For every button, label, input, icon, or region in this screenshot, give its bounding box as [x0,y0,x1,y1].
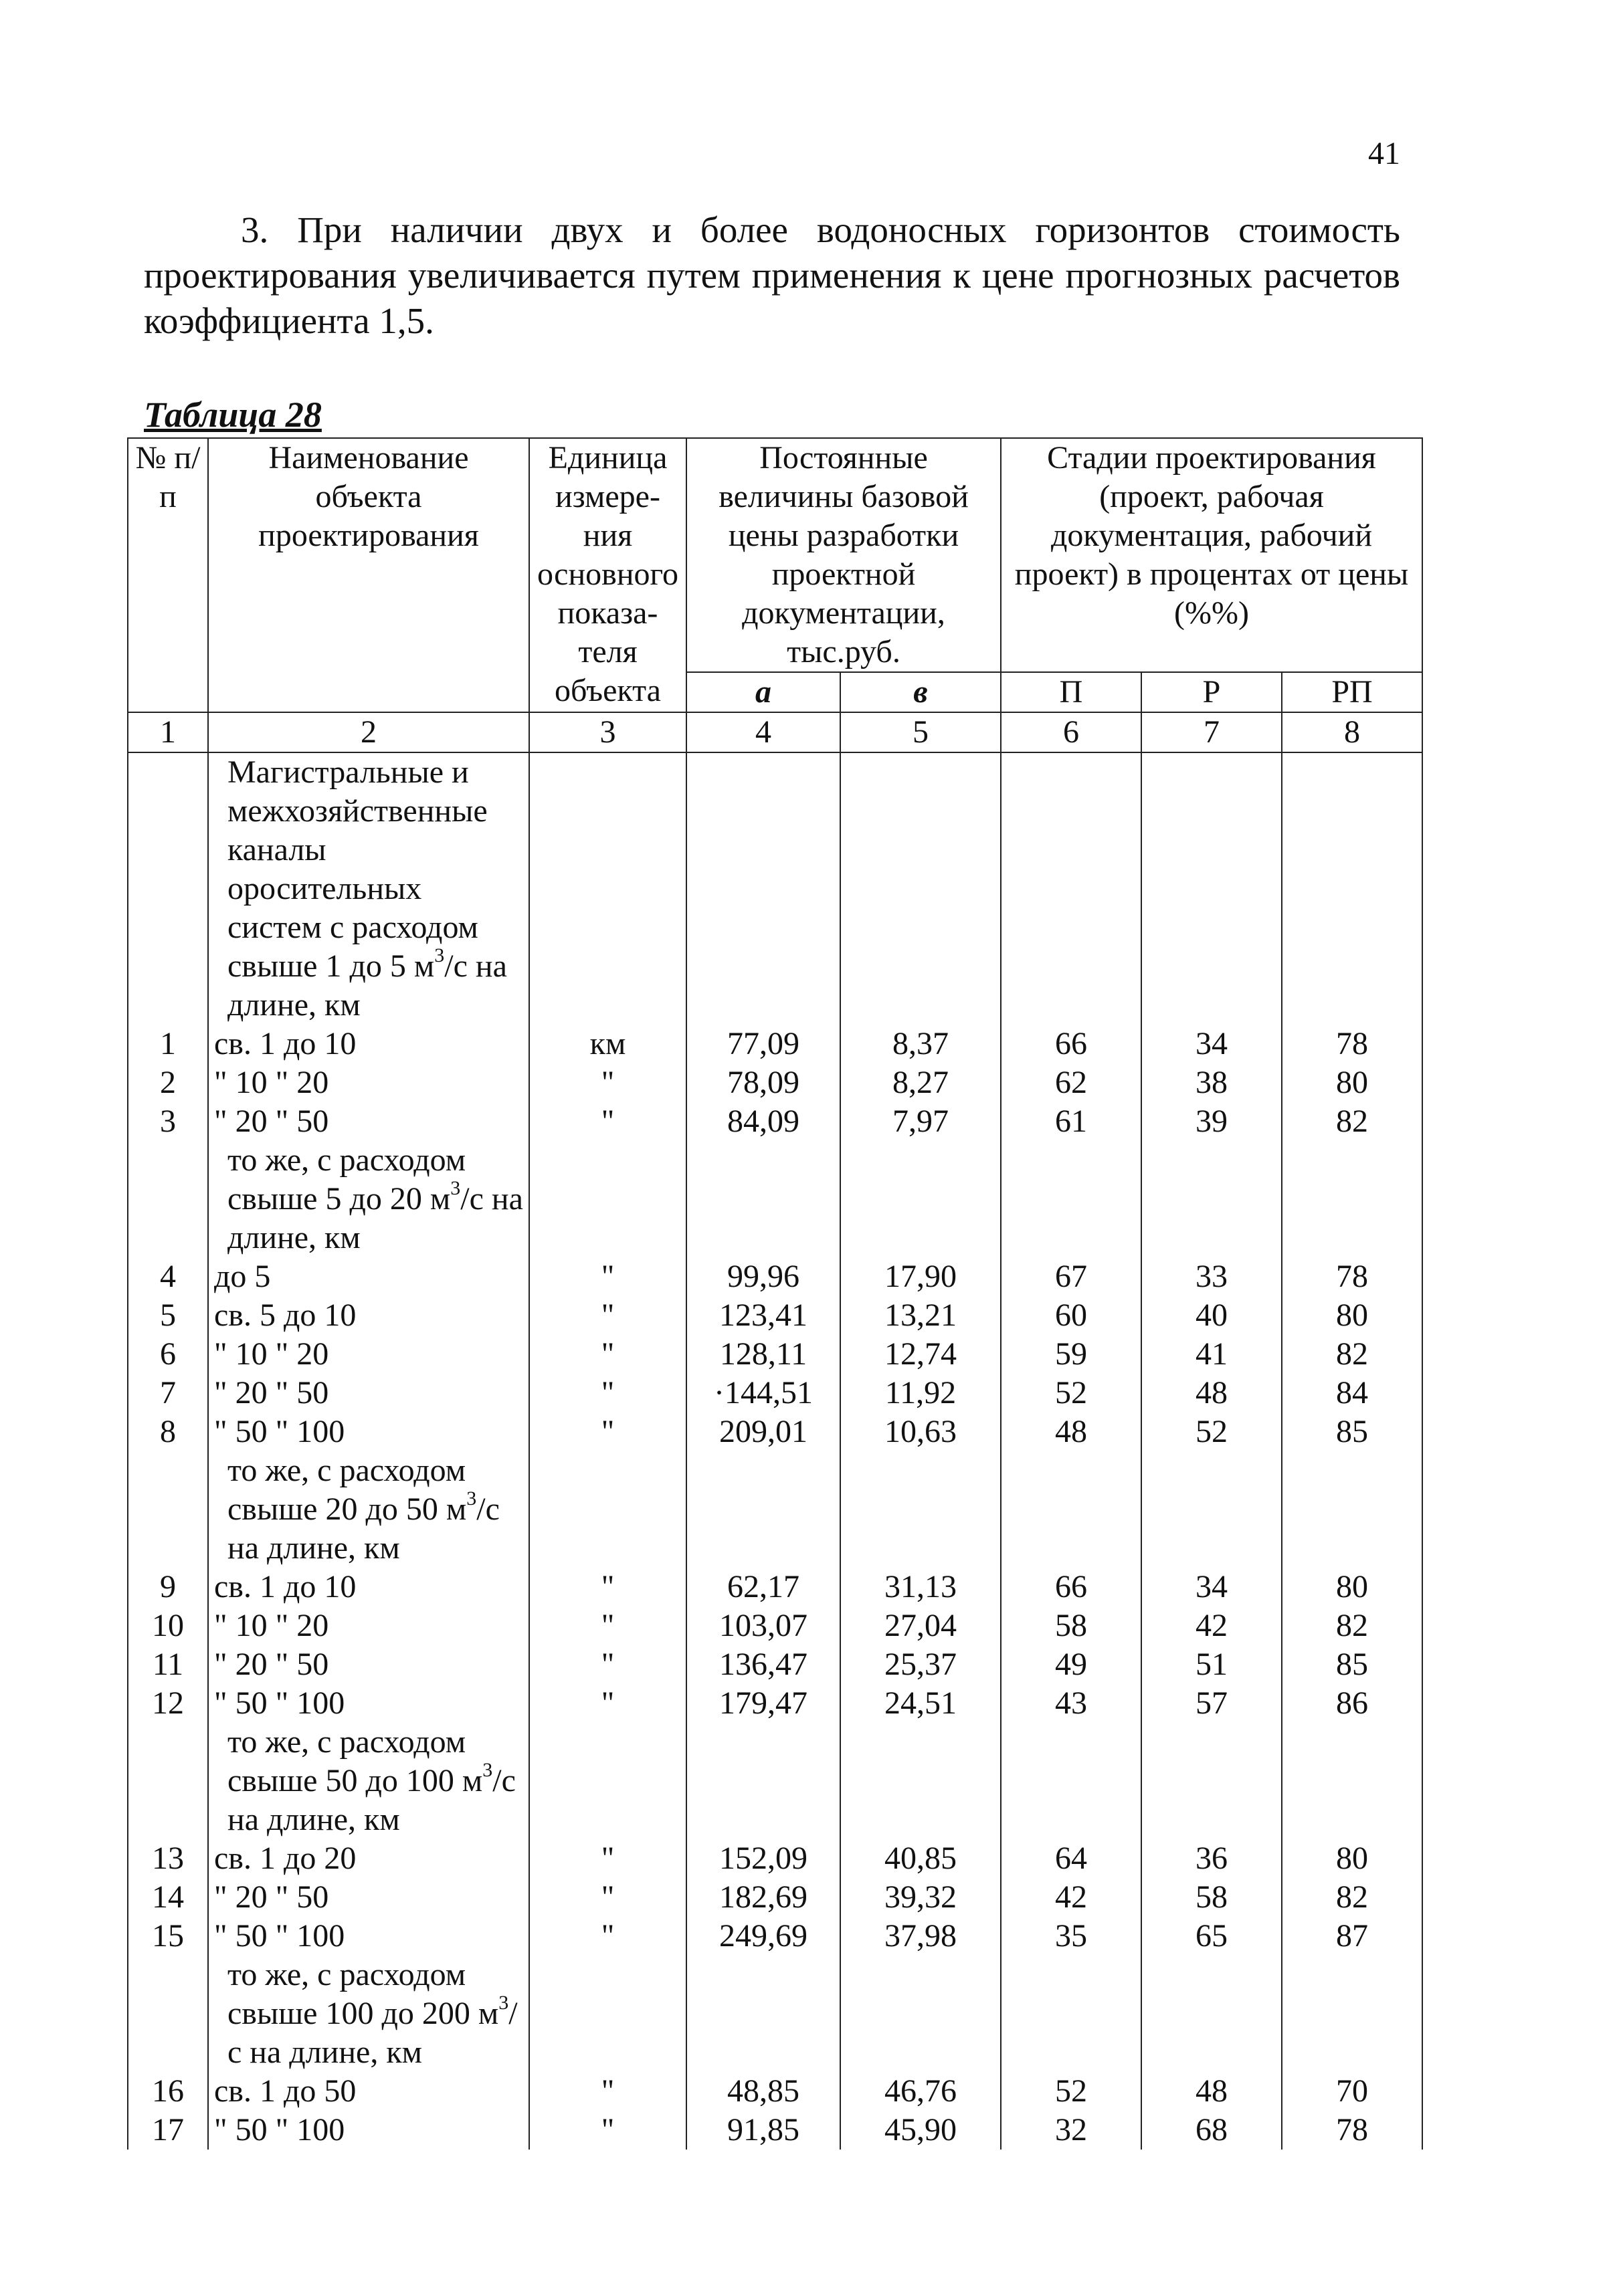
row-percent-r: 48 [1141,2072,1282,2111]
row-value-b: 31,13 [840,1568,1001,1606]
row-value-a: 91,85 [686,2111,840,2150]
row-percent-r: 52 [1141,1413,1282,1451]
row-unit: " [529,1296,686,1335]
row-percent-rp: 80 [1282,1063,1422,1102]
row-percent-r: 38 [1141,1063,1282,1102]
row-value-b: 7,97 [840,1102,1001,1141]
row-percent-rp: 70 [1282,2072,1422,2111]
row-unit: " [529,1878,686,1917]
column-number-row [128,712,1422,752]
row-percent-r: 34 [1141,1025,1282,1063]
row-percent-p: 67 [1001,1257,1141,1296]
row-percent-p: 66 [1001,1568,1141,1606]
empty-cell [1141,1956,1282,2072]
header-r: Р [1141,672,1282,712]
empty-cell [1141,752,1282,1025]
table-row [128,1568,1422,1606]
empty-cell [686,1723,840,1839]
table-body [128,712,1422,2150]
row-name: " 50 " 100 [208,1917,529,1956]
empty-cell [1001,752,1141,1025]
table-row [128,1878,1422,1917]
row-name: " 20 " 50 [208,1878,529,1917]
empty-cell [1282,1141,1422,1257]
row-percent-r: 36 [1141,1839,1282,1878]
row-percent-rp: 82 [1282,1335,1422,1374]
header-row-1 [128,438,1422,672]
table-row [128,1917,1422,1956]
row-value-b: 27,04 [840,1606,1001,1645]
col-number-3: 3 [529,712,686,752]
table-row [128,2072,1422,2111]
row-number: 13 [128,1839,208,1878]
row-number: 10 [128,1606,208,1645]
row-value-b: 8,27 [840,1063,1001,1102]
row-number: 16 [128,2072,208,2111]
row-name: " 10 " 20 [208,1606,529,1645]
row-percent-p: 62 [1001,1063,1141,1102]
row-percent-rp: 80 [1282,1296,1422,1335]
row-percent-p: 42 [1001,1878,1141,1917]
row-value-b: 25,37 [840,1645,1001,1684]
section-header-row [128,1723,1422,1839]
row-value-b: 12,74 [840,1335,1001,1374]
row-value-a: 179,47 [686,1684,840,1723]
row-number: 12 [128,1684,208,1723]
empty-cell [1141,1451,1282,1568]
row-name: св. 1 до 10 [208,1568,529,1606]
row-percent-p: 52 [1001,2072,1141,2111]
header-b: в [840,672,1001,712]
row-percent-p: 61 [1001,1102,1141,1141]
col-number-4: 4 [686,712,840,752]
empty-cell [840,1451,1001,1568]
row-percent-r: 33 [1141,1257,1282,1296]
section-header-row [128,1451,1422,1568]
empty-cell [840,752,1001,1025]
empty-cell [840,1141,1001,1257]
row-percent-p: 49 [1001,1645,1141,1684]
header-num: № п/п [128,438,208,712]
section-title-superscript: 3 [450,1177,461,1199]
row-value-a: 123,41 [686,1296,840,1335]
table-title: Таблица 28 [144,395,322,435]
row-name: св. 1 до 10 [208,1025,529,1063]
section-title [208,1141,529,1257]
empty-cell [1282,1723,1422,1839]
row-percent-p: 52 [1001,1374,1141,1413]
row-value-a: 182,69 [686,1878,840,1917]
row-number: 1 [128,1025,208,1063]
row-percent-rp: 87 [1282,1917,1422,1956]
row-percent-p: 48 [1001,1413,1141,1451]
row-value-b: 13,21 [840,1296,1001,1335]
empty-cell [529,1723,686,1839]
row-percent-rp: 82 [1282,1102,1422,1141]
header-a: а [686,672,840,712]
row-unit: " [529,1917,686,1956]
row-unit: " [529,1335,686,1374]
row-percent-p: 32 [1001,2111,1141,2150]
row-value-a: 136,47 [686,1645,840,1684]
row-value-a: 77,09 [686,1025,840,1063]
section-title [208,752,529,1025]
table-row [128,1335,1422,1374]
row-number: 15 [128,1917,208,1956]
col-number-2: 2 [208,712,529,752]
row-unit: " [529,1568,686,1606]
row-number: 4 [128,1257,208,1296]
table-row [128,1606,1422,1645]
section-title-superscript: 3 [466,1487,477,1509]
section-num-cell [128,1451,208,1568]
section-header-row [128,1141,1422,1257]
row-value-b: 8,37 [840,1025,1001,1063]
row-percent-rp: 85 [1282,1645,1422,1684]
section-title [208,1723,529,1839]
row-unit: " [529,1413,686,1451]
row-unit: " [529,1684,686,1723]
row-number: 17 [128,2111,208,2150]
row-value-a: 48,85 [686,2072,840,2111]
row-name: св. 5 до 10 [208,1296,529,1335]
empty-cell [529,1451,686,1568]
row-value-a: ·144,51 [686,1374,840,1413]
section-num-cell [128,752,208,1025]
row-percent-r: 48 [1141,1374,1282,1413]
section-title-superscript: 3 [482,1759,493,1781]
section-title-text: то же, с расходом свыше 100 до 200 м [227,1957,499,2031]
row-percent-r: 34 [1141,1568,1282,1606]
row-value-a: 99,96 [686,1257,840,1296]
row-percent-rp: 80 [1282,1568,1422,1606]
row-percent-p: 64 [1001,1839,1141,1878]
col-number-5: 5 [840,712,1001,752]
empty-cell [686,1451,840,1568]
row-value-b: 17,90 [840,1257,1001,1296]
row-value-b: 11,92 [840,1374,1001,1413]
col-number-8: 8 [1282,712,1422,752]
col-number-6: 6 [1001,712,1141,752]
row-percent-r: 57 [1141,1684,1282,1723]
row-percent-rp: 78 [1282,1257,1422,1296]
table-row [128,1684,1422,1723]
section-title-unit: /с на длине, км [227,1996,518,2070]
row-percent-p: 60 [1001,1296,1141,1335]
row-value-b: 24,51 [840,1684,1001,1723]
section-title-unit: /с на длине, км [227,948,507,1023]
row-number: 8 [128,1413,208,1451]
row-value-a: 84,09 [686,1102,840,1141]
table-row [128,1257,1422,1296]
row-unit: " [529,1063,686,1102]
row-name: до 5 [208,1257,529,1296]
header-constants: Постоянные величины базовой цены разработки проектной документации, тыс.руб. [686,438,1001,672]
row-name: св. 1 до 50 [208,2072,529,2111]
row-percent-p: 59 [1001,1335,1141,1374]
empty-cell [840,1956,1001,2072]
row-unit: " [529,2111,686,2150]
empty-cell [1282,1451,1422,1568]
section-num-cell [128,1141,208,1257]
row-value-a: 78,09 [686,1063,840,1102]
section-title-text: то же, с расходом свыше 50 до 100 м [227,1724,483,1798]
row-value-b: 10,63 [840,1413,1001,1451]
row-unit: " [529,1102,686,1141]
empty-cell [840,1723,1001,1839]
empty-cell [1141,1141,1282,1257]
section-title-superscript: 3 [498,1992,509,2014]
page-number: 41 [1368,136,1400,171]
row-name: " 20 " 50 [208,1374,529,1413]
row-percent-r: 51 [1141,1645,1282,1684]
row-percent-rp: 86 [1282,1684,1422,1723]
empty-cell [1141,1723,1282,1839]
row-number: 11 [128,1645,208,1684]
table-row [128,1025,1422,1063]
table-row [128,1374,1422,1413]
row-name: св. 1 до 20 [208,1839,529,1878]
row-number: 7 [128,1374,208,1413]
empty-cell [686,752,840,1025]
table-row [128,1063,1422,1102]
col-number-7: 7 [1141,712,1282,752]
row-value-a: 128,11 [686,1335,840,1374]
row-percent-r: 40 [1141,1296,1282,1335]
row-percent-p: 58 [1001,1606,1141,1645]
row-name: " 20 " 50 [208,1645,529,1684]
intro-paragraph: 3. При наличии двух и более водоносных горизонтов стоимость проектирования увеличивается путем применения к цене прогнозных расчетов коэффициента 1,5. [144,209,1400,341]
section-title-superscript: 3 [434,944,445,966]
empty-cell [529,1141,686,1257]
header-p: П [1001,672,1141,712]
empty-cell [1282,752,1422,1025]
row-unit: " [529,1374,686,1413]
row-number: 3 [128,1102,208,1141]
row-value-a: 103,07 [686,1606,840,1645]
row-value-b: 46,76 [840,2072,1001,2111]
empty-cell [1001,1451,1141,1568]
section-title-unit: /с на длине, км [227,1491,500,1566]
row-number: 14 [128,1878,208,1917]
section-title [208,1956,529,2072]
row-percent-r: 58 [1141,1878,1282,1917]
table-row [128,1413,1422,1451]
row-unit: км [529,1025,686,1063]
section-num-cell [128,1956,208,2072]
row-percent-rp: 78 [1282,2111,1422,2150]
row-value-a: 152,09 [686,1839,840,1878]
row-percent-rp: 78 [1282,1025,1422,1063]
section-title-text: то же, с расходом свыше 20 до 50 м [227,1453,467,1527]
empty-cell [686,1956,840,2072]
table-row [128,1839,1422,1878]
section-num-cell [128,1723,208,1839]
row-name: " 20 " 50 [208,1102,529,1141]
section-header-row [128,752,1422,1025]
row-percent-p: 43 [1001,1684,1141,1723]
row-value-a: 249,69 [686,1917,840,1956]
empty-cell [686,1141,840,1257]
row-number: 2 [128,1063,208,1102]
row-percent-rp: 80 [1282,1839,1422,1878]
row-value-b: 39,32 [840,1878,1001,1917]
row-value-b: 40,85 [840,1839,1001,1878]
header-stages: Стадии проектирования (проект, рабочая документация, рабочий проект) в процентах от цены (%%) [1001,438,1422,672]
row-name: " 50 " 100 [208,2111,529,2150]
row-unit: " [529,1645,686,1684]
row-number: 5 [128,1296,208,1335]
row-value-b: 37,98 [840,1917,1001,1956]
row-percent-p: 35 [1001,1917,1141,1956]
empty-cell [1282,1956,1422,2072]
row-percent-r: 65 [1141,1917,1282,1956]
row-name: " 50 " 100 [208,1684,529,1723]
header-rp: РП [1282,672,1422,712]
empty-cell [1001,1141,1141,1257]
row-unit: " [529,1839,686,1878]
row-percent-r: 68 [1141,2111,1282,2150]
row-percent-rp: 85 [1282,1413,1422,1451]
section-title [208,1451,529,1568]
section-title-text: Магистральные и межхозяйственные каналы оросительных систем с расходом свыше 1 до 5 м [227,754,488,984]
table-row [128,2111,1422,2150]
table-row [128,1102,1422,1141]
row-name: " 10 " 20 [208,1335,529,1374]
header-name: Наименование объекта проектирования [208,438,529,712]
row-number: 9 [128,1568,208,1606]
price-table [127,437,1423,2150]
empty-cell [529,1956,686,2072]
header-unit: Единица измере-ния основного показа-теля объекта [529,438,686,712]
row-name: " 50 " 100 [208,1413,529,1451]
section-title-text: то же, с расходом свыше 5 до 20 м [227,1142,466,1217]
row-percent-r: 42 [1141,1606,1282,1645]
row-percent-r: 39 [1141,1102,1282,1141]
empty-cell [1001,1723,1141,1839]
row-name: " 10 " 20 [208,1063,529,1102]
table-row [128,1296,1422,1335]
row-number: 6 [128,1335,208,1374]
row-percent-rp: 82 [1282,1878,1422,1917]
row-unit: " [529,2072,686,2111]
row-value-b: 45,90 [840,2111,1001,2150]
row-percent-rp: 82 [1282,1606,1422,1645]
row-value-a: 209,01 [686,1413,840,1451]
section-header-row [128,1956,1422,2072]
section-title-unit: /с на длине, км [227,1763,516,1837]
row-unit: " [529,1606,686,1645]
table-row [128,1645,1422,1684]
row-value-a: 62,17 [686,1568,840,1606]
row-percent-r: 41 [1141,1335,1282,1374]
col-number-1: 1 [128,712,208,752]
row-percent-rp: 84 [1282,1374,1422,1413]
empty-cell [529,752,686,1025]
row-unit: " [529,1257,686,1296]
row-percent-p: 66 [1001,1025,1141,1063]
empty-cell [1001,1956,1141,2072]
section-title-unit: /с на длине, км [227,1181,523,1255]
